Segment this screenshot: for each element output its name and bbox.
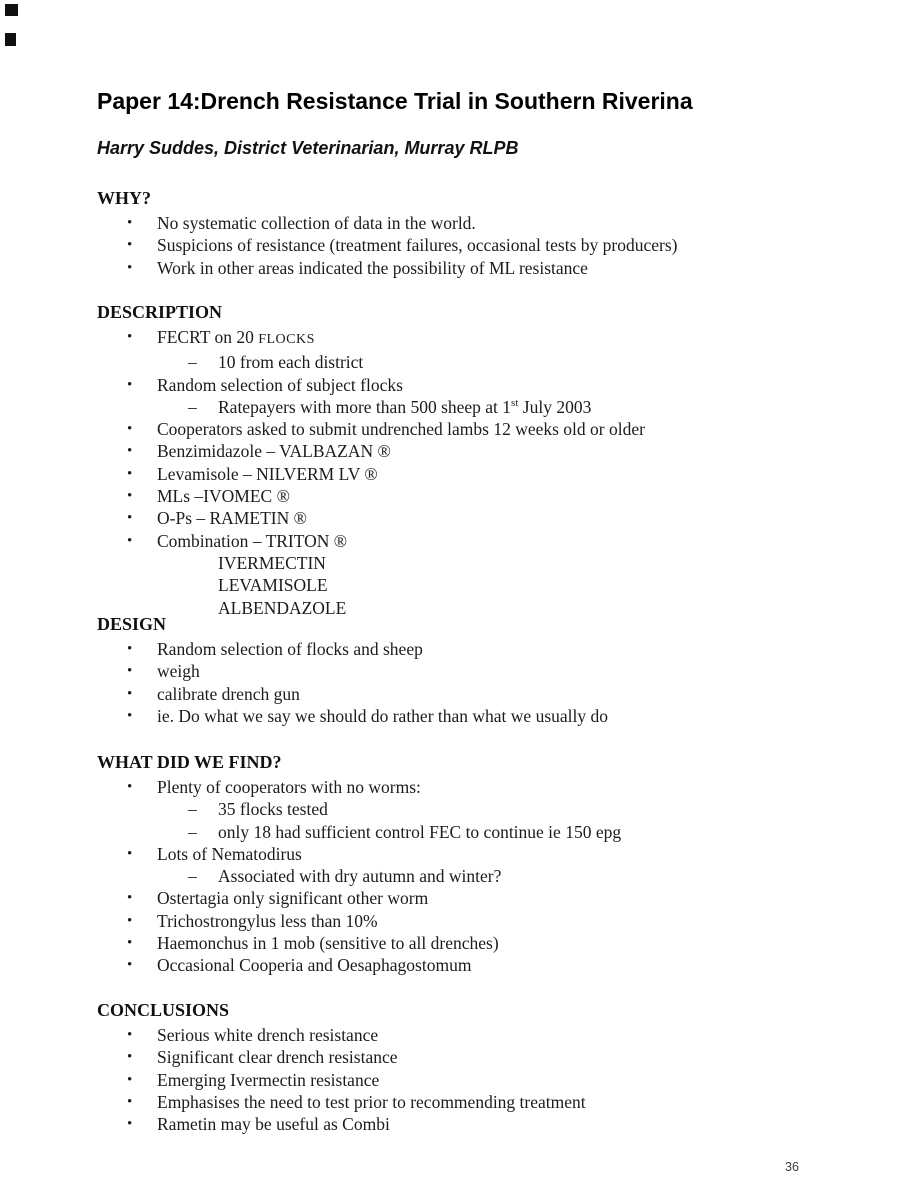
bullet-item (97, 374, 877, 396)
section-design (97, 612, 877, 727)
item-text: Random selection of subject flocks (157, 374, 403, 395)
bullet-item (97, 530, 877, 552)
bullet-item (97, 507, 877, 529)
page-subtitle: Harry Suddes, District Veterinarian, Murray RLPB (97, 138, 519, 158)
item-text: calibrate drench gun (157, 683, 300, 704)
section-why (97, 186, 877, 279)
bullet-item (97, 932, 877, 954)
bullet-item (97, 660, 877, 682)
bullet-list (97, 326, 877, 619)
bullet-list (97, 1024, 877, 1135)
item-text: Rametin may be useful as Combi (157, 1114, 390, 1135)
item-text: 35 flocks tested (218, 799, 328, 820)
item-text: Plenty of cooperators with no worms: (157, 777, 421, 797)
item-text: Emphasises the need to test prior to recommending treatment (157, 1091, 586, 1112)
page-title: Paper 14:Drench Resistance Trial in Southern Riverina (97, 88, 693, 114)
indented-item (97, 552, 877, 574)
sub-bullet-item (97, 865, 877, 887)
bullet-item (97, 1024, 877, 1046)
item-text: Ratepayers with more than 500 sheep at 1 (218, 396, 512, 417)
bullet-item (97, 326, 877, 351)
item-text: Random selection of flocks and sheep (157, 639, 423, 659)
bullet-item (97, 887, 877, 909)
section-heading: WHY? (97, 188, 151, 208)
item-text: MLs –IVOMEC ® (157, 486, 290, 507)
sub-bullet-item (97, 351, 877, 373)
item-text: ie. Do what we say we should do rather than what we usually do (157, 705, 609, 726)
item-text: ALBENDAZOLE (218, 597, 347, 618)
item-text: Benzimidazole – VALBAZAN ® (157, 441, 391, 462)
item-text: Cooperators asked to submit undrenched lambs 12 weeks old or older (157, 419, 645, 440)
section-heading: DESCRIPTION (97, 302, 223, 322)
item-text: FECRT on 20 (157, 327, 259, 347)
bullet-item (97, 212, 877, 234)
item-text: Significant clear drench resistance (157, 1047, 398, 1068)
item-text: Levamisole – NILVERM LV ® (157, 463, 378, 484)
bullet-item (97, 440, 877, 462)
bullet-item (97, 683, 877, 705)
item-text: 10 from each district (218, 352, 364, 373)
item-text: Occasional Cooperia and Oesaphagostomum (157, 955, 472, 976)
bullet-item (97, 843, 877, 865)
bullet-item (97, 705, 877, 727)
item-text: Associated with dry autumn and winter? (218, 866, 502, 887)
scan-artifact-mark (5, 33, 16, 46)
item-text: Serious white drench resistance (157, 1025, 379, 1045)
item-text: weigh (157, 661, 200, 682)
bullet-item (97, 257, 877, 279)
bullet-item (97, 1091, 877, 1113)
item-text: FLOCKS (258, 332, 315, 347)
section-heading: DESIGN (97, 614, 167, 634)
bullet-list (97, 776, 877, 977)
item-text: Lots of Nematodirus (157, 843, 302, 864)
bullet-item (97, 234, 877, 256)
item-text: only 18 had sufficient control FEC to continue ie 150 epg (218, 821, 622, 842)
item-text: No systematic collection of data in the world. (157, 213, 476, 233)
sub-bullet-item (97, 821, 877, 843)
bullet-item (97, 638, 877, 660)
bullet-item (97, 954, 877, 976)
bullet-list (97, 638, 877, 727)
section-description (97, 300, 877, 619)
item-text: st (511, 397, 519, 410)
item-text: Suspicions of resistance (treatment failures, occasional tests by producers) (157, 235, 678, 256)
item-text: July 2003 (518, 396, 592, 417)
item-text: Ostertagia only significant other worm (157, 888, 429, 909)
item-text: Emerging Ivermectin resistance (157, 1069, 380, 1090)
item-text: O-Ps – RAMETIN ® (157, 508, 307, 529)
indented-item (97, 574, 877, 596)
page-number: 36 (785, 1160, 799, 1174)
sub-bullet-item (97, 798, 877, 820)
section-conclusions (97, 998, 877, 1135)
sub-bullet-item (97, 396, 877, 418)
bullet-item (97, 1069, 877, 1091)
item-text: IVERMECTIN (218, 552, 326, 573)
bullet-item (97, 485, 877, 507)
section-heading: WHAT DID WE FIND? (97, 752, 282, 772)
bullet-item (97, 1046, 877, 1068)
bullet-item (97, 463, 877, 485)
bullet-item (97, 776, 877, 798)
item-text: Combination – TRITON ® (157, 530, 348, 551)
item-text: Haemonchus in 1 mob (sensitive to all drenches) (157, 933, 499, 954)
item-text: Trichostrongylus less than 10% (157, 910, 378, 931)
scan-artifact-mark (5, 4, 18, 16)
bullet-item (97, 1113, 877, 1135)
bullet-item (97, 418, 877, 440)
item-text: Work in other areas indicated the possibility of ML resistance (157, 257, 588, 278)
item-text: LEVAMISOLE (218, 575, 328, 596)
bullet-item (97, 910, 877, 932)
section-heading: CONCLUSIONS (97, 1000, 230, 1020)
bullet-list (97, 212, 877, 279)
section-findings (97, 750, 877, 977)
